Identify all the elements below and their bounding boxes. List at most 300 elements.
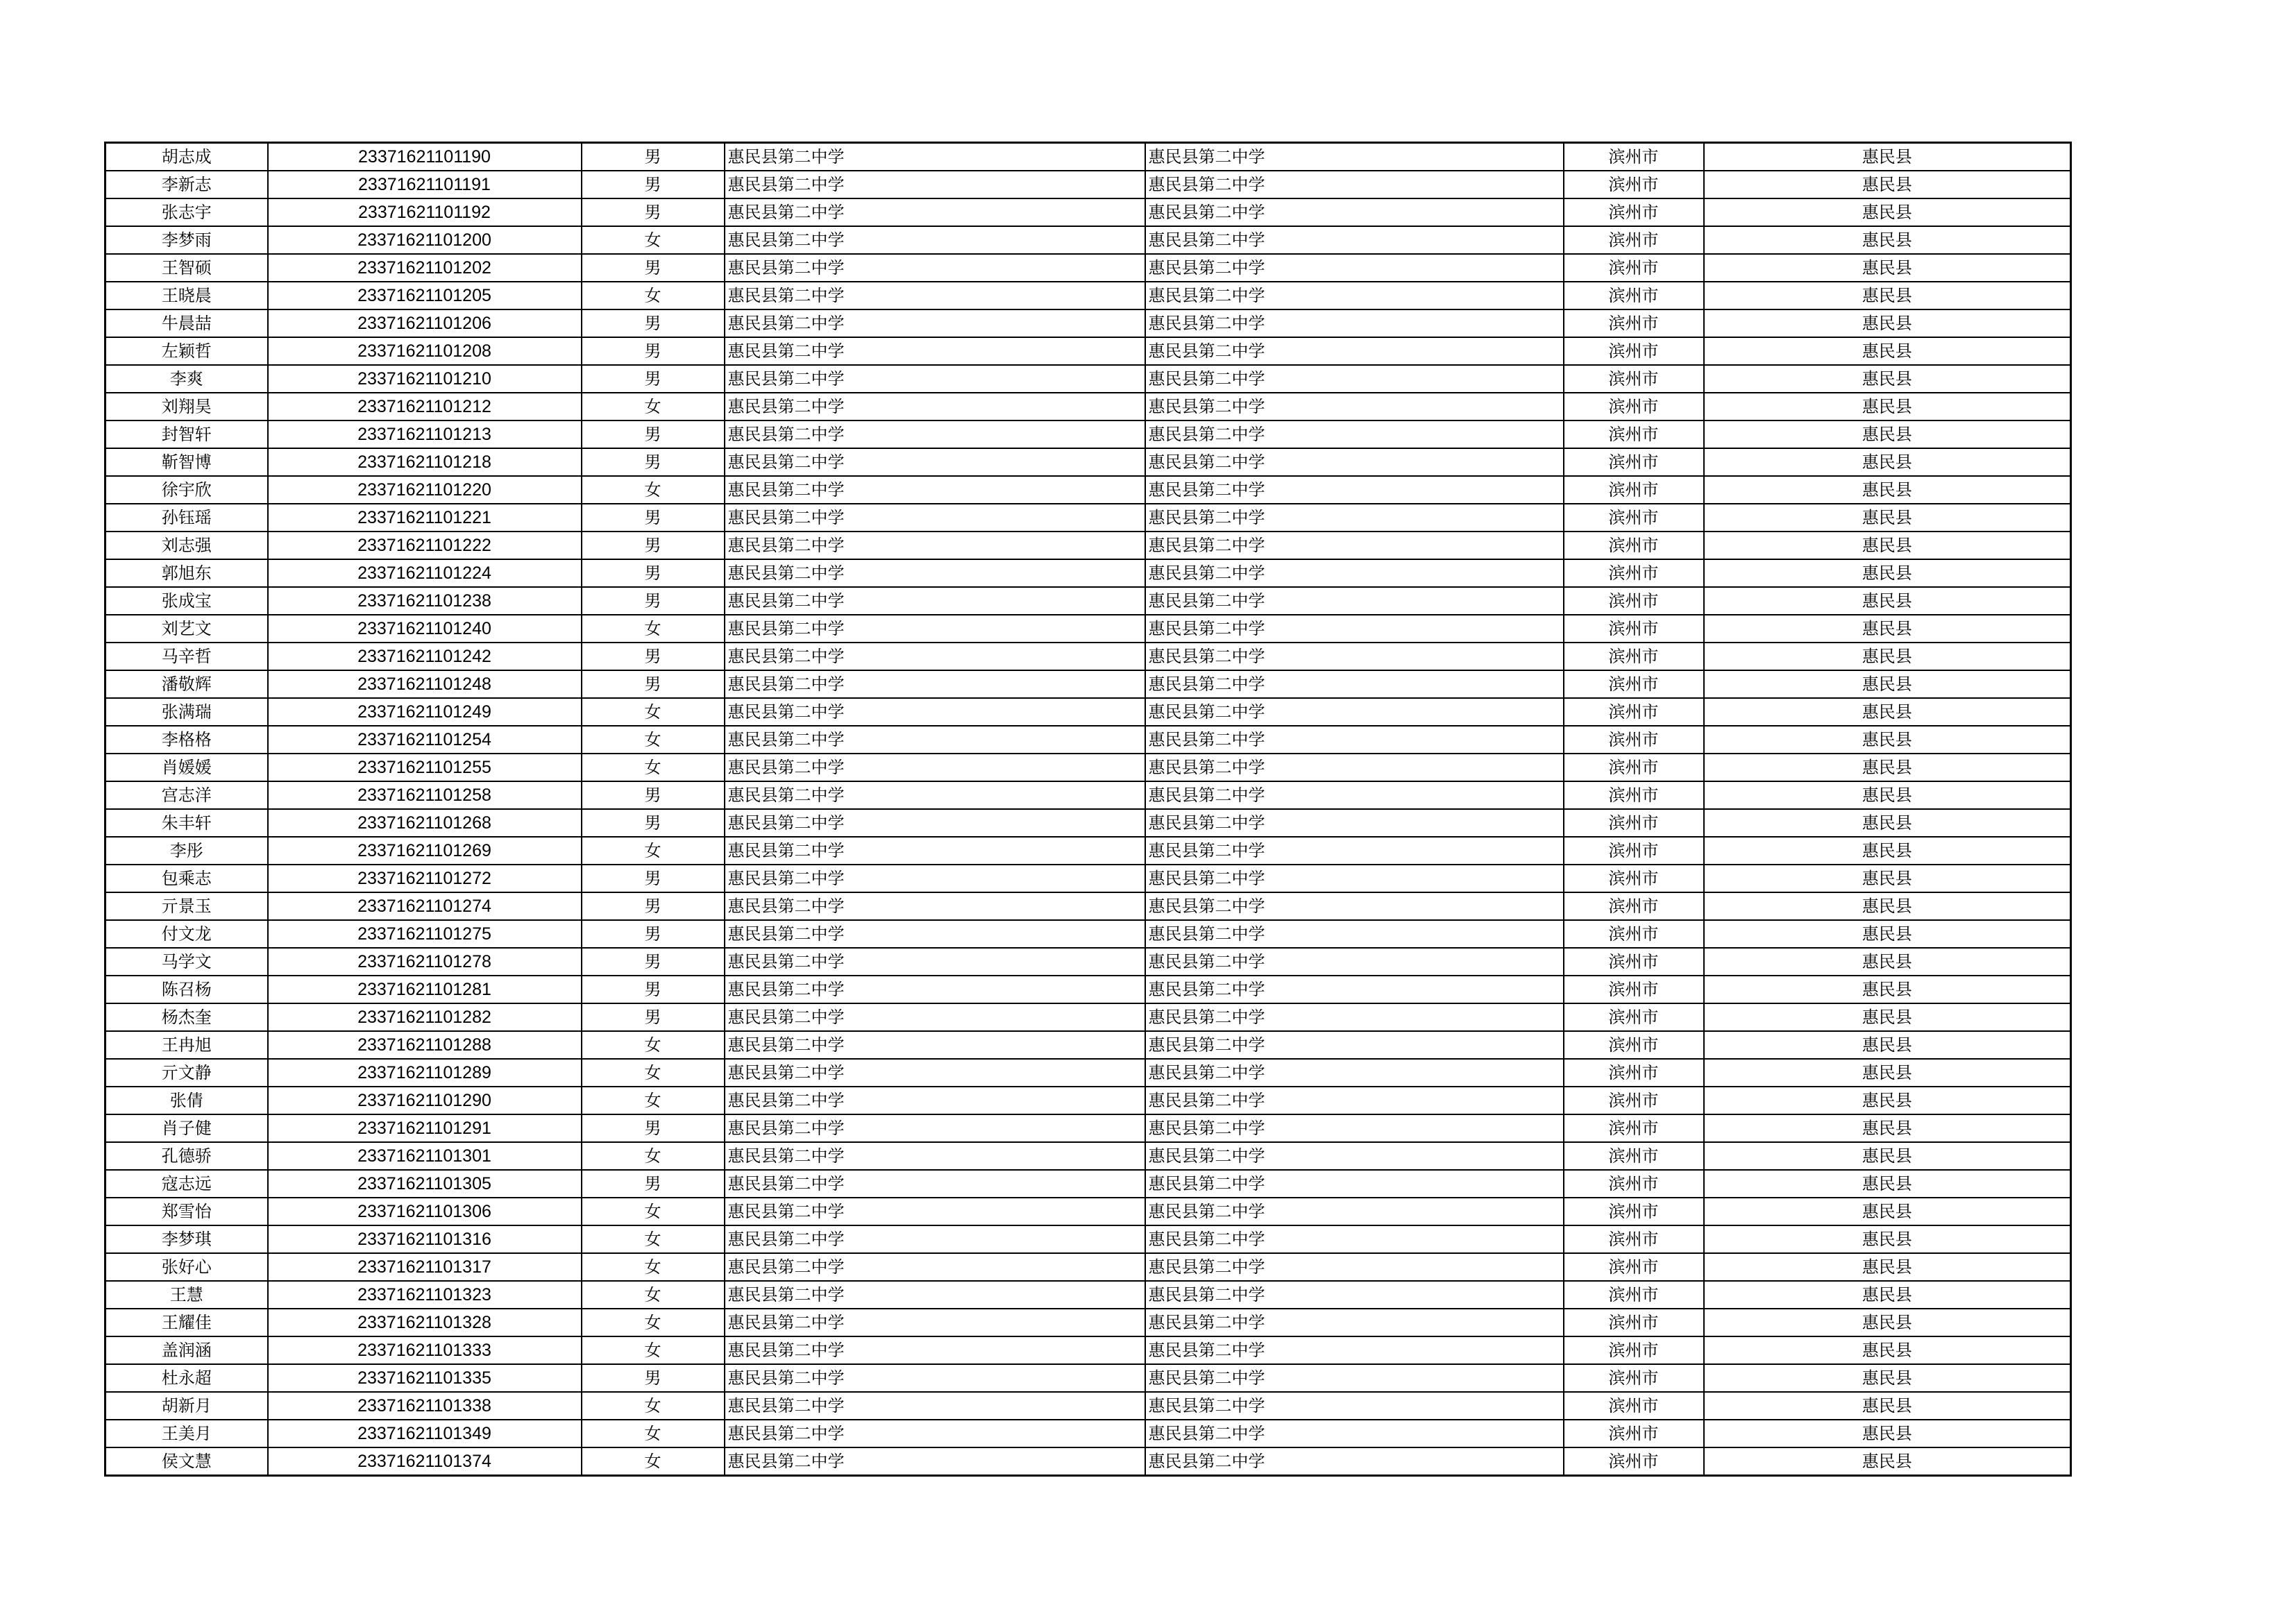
student-name-cell: 潘敬辉 xyxy=(105,670,268,698)
gender-cell: 女 xyxy=(582,1447,725,1476)
city-cell: 滨州市 xyxy=(1564,1281,1704,1309)
exam-id-cell: 23371621101305 xyxy=(268,1170,582,1198)
student-name-cell: 李爽 xyxy=(105,365,268,393)
table-row xyxy=(105,698,2071,726)
city-cell: 滨州市 xyxy=(1564,1392,1704,1420)
gender-cell: 男 xyxy=(582,865,725,892)
table-row xyxy=(105,976,2071,1003)
table-row xyxy=(105,254,2071,282)
school-cell: 惠民县第二中学 xyxy=(725,504,1145,532)
student-name-cell: 亓景玉 xyxy=(105,892,268,920)
exam-id-cell: 23371621101249 xyxy=(268,698,582,726)
city-cell: 滨州市 xyxy=(1564,365,1704,393)
exam-id-cell: 23371621101275 xyxy=(268,920,582,948)
table-row xyxy=(105,643,2071,670)
school-cell: 惠民县第二中学 xyxy=(725,532,1145,559)
city-cell: 滨州市 xyxy=(1564,1253,1704,1281)
table-row xyxy=(105,1142,2071,1170)
county-cell: 惠民县 xyxy=(1704,1225,2071,1253)
table-row xyxy=(105,420,2071,448)
county-cell: 惠民县 xyxy=(1704,1170,2071,1198)
county-cell: 惠民县 xyxy=(1704,976,2071,1003)
school-secondary-cell: 惠民县第二中学 xyxy=(1145,1364,1564,1392)
gender-cell: 男 xyxy=(582,1114,725,1142)
table-row xyxy=(105,559,2071,587)
school-cell: 惠民县第二中学 xyxy=(725,781,1145,809)
student-name-cell: 牛晨喆 xyxy=(105,309,268,337)
gender-cell: 女 xyxy=(582,226,725,254)
table-row xyxy=(105,337,2071,365)
school-secondary-cell: 惠民县第二中学 xyxy=(1145,1031,1564,1059)
school-secondary-cell: 惠民县第二中学 xyxy=(1145,865,1564,892)
school-secondary-cell: 惠民县第二中学 xyxy=(1145,1309,1564,1336)
table-row xyxy=(105,1087,2071,1114)
school-cell: 惠民县第二中学 xyxy=(725,1364,1145,1392)
student-name-cell: 李梦琪 xyxy=(105,1225,268,1253)
school-cell: 惠民县第二中学 xyxy=(725,143,1145,171)
gender-cell: 男 xyxy=(582,1170,725,1198)
county-cell: 惠民县 xyxy=(1704,781,2071,809)
county-cell: 惠民县 xyxy=(1704,1031,2071,1059)
city-cell: 滨州市 xyxy=(1564,698,1704,726)
table-row xyxy=(105,504,2071,532)
exam-id-cell: 23371621101316 xyxy=(268,1225,582,1253)
gender-cell: 女 xyxy=(582,1142,725,1170)
school-secondary-cell: 惠民县第二中学 xyxy=(1145,420,1564,448)
gender-cell: 女 xyxy=(582,837,725,865)
roster-body xyxy=(105,143,2071,1476)
school-secondary-cell: 惠民县第二中学 xyxy=(1145,254,1564,282)
gender-cell: 男 xyxy=(582,643,725,670)
school-secondary-cell: 惠民县第二中学 xyxy=(1145,282,1564,309)
gender-cell: 女 xyxy=(582,698,725,726)
student-name-cell: 杜永超 xyxy=(105,1364,268,1392)
gender-cell: 女 xyxy=(582,1392,725,1420)
county-cell: 惠民县 xyxy=(1704,698,2071,726)
school-cell: 惠民县第二中学 xyxy=(725,1447,1145,1476)
school-secondary-cell: 惠民县第二中学 xyxy=(1145,1170,1564,1198)
gender-cell: 男 xyxy=(582,143,725,171)
gender-cell: 女 xyxy=(582,726,725,754)
student-name-cell: 郭旭东 xyxy=(105,559,268,587)
table-row xyxy=(105,282,2071,309)
exam-id-cell: 23371621101338 xyxy=(268,1392,582,1420)
school-secondary-cell: 惠民县第二中学 xyxy=(1145,1059,1564,1087)
county-cell: 惠民县 xyxy=(1704,1003,2071,1031)
county-cell: 惠民县 xyxy=(1704,1392,2071,1420)
school-cell: 惠民县第二中学 xyxy=(725,365,1145,393)
city-cell: 滨州市 xyxy=(1564,809,1704,837)
school-cell: 惠民县第二中学 xyxy=(725,448,1145,476)
exam-id-cell: 23371621101218 xyxy=(268,448,582,476)
gender-cell: 女 xyxy=(582,754,725,781)
school-secondary-cell: 惠民县第二中学 xyxy=(1145,226,1564,254)
school-secondary-cell: 惠民县第二中学 xyxy=(1145,670,1564,698)
table-row xyxy=(105,1364,2071,1392)
county-cell: 惠民县 xyxy=(1704,726,2071,754)
school-secondary-cell: 惠民县第二中学 xyxy=(1145,1198,1564,1225)
school-cell: 惠民县第二中学 xyxy=(725,226,1145,254)
exam-id-cell: 23371621101213 xyxy=(268,420,582,448)
exam-id-cell: 23371621101301 xyxy=(268,1142,582,1170)
school-secondary-cell: 惠民县第二中学 xyxy=(1145,698,1564,726)
school-secondary-cell: 惠民县第二中学 xyxy=(1145,1392,1564,1420)
city-cell: 滨州市 xyxy=(1564,143,1704,171)
city-cell: 滨州市 xyxy=(1564,198,1704,226)
county-cell: 惠民县 xyxy=(1704,1281,2071,1309)
table-row xyxy=(105,670,2071,698)
county-cell: 惠民县 xyxy=(1704,1059,2071,1087)
exam-id-cell: 23371621101282 xyxy=(268,1003,582,1031)
student-name-cell: 付文龙 xyxy=(105,920,268,948)
exam-id-cell: 23371621101222 xyxy=(268,532,582,559)
school-secondary-cell: 惠民县第二中学 xyxy=(1145,1003,1564,1031)
table-row xyxy=(105,948,2071,976)
county-cell: 惠民县 xyxy=(1704,865,2071,892)
student-name-cell: 张满瑞 xyxy=(105,698,268,726)
school-cell: 惠民县第二中学 xyxy=(725,1170,1145,1198)
city-cell: 滨州市 xyxy=(1564,393,1704,420)
school-cell: 惠民县第二中学 xyxy=(725,282,1145,309)
city-cell: 滨州市 xyxy=(1564,559,1704,587)
school-cell: 惠民县第二中学 xyxy=(725,1031,1145,1059)
student-name-cell: 胡志成 xyxy=(105,143,268,171)
school-secondary-cell: 惠民县第二中学 xyxy=(1145,365,1564,393)
student-name-cell: 马辛哲 xyxy=(105,643,268,670)
school-cell: 惠民县第二中学 xyxy=(725,1114,1145,1142)
exam-id-cell: 23371621101208 xyxy=(268,337,582,365)
school-secondary-cell: 惠民县第二中学 xyxy=(1145,448,1564,476)
gender-cell: 女 xyxy=(582,1309,725,1336)
student-roster-table xyxy=(104,142,2072,1477)
school-secondary-cell: 惠民县第二中学 xyxy=(1145,504,1564,532)
county-cell: 惠民县 xyxy=(1704,309,2071,337)
county-cell: 惠民县 xyxy=(1704,171,2071,198)
county-cell: 惠民县 xyxy=(1704,393,2071,420)
table-row xyxy=(105,1392,2071,1420)
school-cell: 惠民县第二中学 xyxy=(725,865,1145,892)
exam-id-cell: 23371621101192 xyxy=(268,198,582,226)
table-row xyxy=(105,837,2071,865)
gender-cell: 男 xyxy=(582,198,725,226)
county-cell: 惠民县 xyxy=(1704,615,2071,643)
county-cell: 惠民县 xyxy=(1704,532,2071,559)
city-cell: 滨州市 xyxy=(1564,1087,1704,1114)
school-secondary-cell: 惠民县第二中学 xyxy=(1145,337,1564,365)
exam-id-cell: 23371621101210 xyxy=(268,365,582,393)
exam-id-cell: 23371621101190 xyxy=(268,143,582,171)
table-row xyxy=(105,1059,2071,1087)
table-row xyxy=(105,615,2071,643)
city-cell: 滨州市 xyxy=(1564,1003,1704,1031)
exam-id-cell: 23371621101258 xyxy=(268,781,582,809)
county-cell: 惠民县 xyxy=(1704,476,2071,504)
city-cell: 滨州市 xyxy=(1564,920,1704,948)
city-cell: 滨州市 xyxy=(1564,1031,1704,1059)
school-secondary-cell: 惠民县第二中学 xyxy=(1145,781,1564,809)
student-name-cell: 李格格 xyxy=(105,726,268,754)
gender-cell: 男 xyxy=(582,504,725,532)
student-name-cell: 肖媛媛 xyxy=(105,754,268,781)
table-row xyxy=(105,1198,2071,1225)
city-cell: 滨州市 xyxy=(1564,476,1704,504)
county-cell: 惠民县 xyxy=(1704,1253,2071,1281)
exam-id-cell: 23371621101200 xyxy=(268,226,582,254)
exam-id-cell: 23371621101221 xyxy=(268,504,582,532)
school-cell: 惠民县第二中学 xyxy=(725,643,1145,670)
school-secondary-cell: 惠民县第二中学 xyxy=(1145,1114,1564,1142)
school-cell: 惠民县第二中学 xyxy=(725,698,1145,726)
student-name-cell: 刘志强 xyxy=(105,532,268,559)
gender-cell: 男 xyxy=(582,309,725,337)
city-cell: 滨州市 xyxy=(1564,670,1704,698)
school-secondary-cell: 惠民县第二中学 xyxy=(1145,1087,1564,1114)
table-row xyxy=(105,1309,2071,1336)
gender-cell: 男 xyxy=(582,254,725,282)
county-cell: 惠民县 xyxy=(1704,1447,2071,1476)
city-cell: 滨州市 xyxy=(1564,420,1704,448)
city-cell: 滨州市 xyxy=(1564,643,1704,670)
exam-id-cell: 23371621101238 xyxy=(268,587,582,615)
student-name-cell: 胡新月 xyxy=(105,1392,268,1420)
city-cell: 滨州市 xyxy=(1564,1336,1704,1364)
table-row xyxy=(105,809,2071,837)
school-secondary-cell: 惠民县第二中学 xyxy=(1145,171,1564,198)
school-secondary-cell: 惠民县第二中学 xyxy=(1145,1225,1564,1253)
county-cell: 惠民县 xyxy=(1704,1336,2071,1364)
school-cell: 惠民县第二中学 xyxy=(725,559,1145,587)
school-secondary-cell: 惠民县第二中学 xyxy=(1145,892,1564,920)
table-row xyxy=(105,754,2071,781)
county-cell: 惠民县 xyxy=(1704,809,2071,837)
table-row xyxy=(105,1447,2071,1476)
exam-id-cell: 23371621101317 xyxy=(268,1253,582,1281)
table-row xyxy=(105,1003,2071,1031)
exam-id-cell: 23371621101220 xyxy=(268,476,582,504)
gender-cell: 男 xyxy=(582,781,725,809)
gender-cell: 男 xyxy=(582,587,725,615)
school-cell: 惠民县第二中学 xyxy=(725,420,1145,448)
student-name-cell: 王智硕 xyxy=(105,254,268,282)
gender-cell: 女 xyxy=(582,282,725,309)
county-cell: 惠民县 xyxy=(1704,337,2071,365)
school-secondary-cell: 惠民县第二中学 xyxy=(1145,726,1564,754)
table-row xyxy=(105,1253,2071,1281)
table-row xyxy=(105,448,2071,476)
gender-cell: 女 xyxy=(582,1059,725,1087)
student-name-cell: 王耀佳 xyxy=(105,1309,268,1336)
exam-id-cell: 23371621101248 xyxy=(268,670,582,698)
table-row xyxy=(105,892,2071,920)
gender-cell: 男 xyxy=(582,920,725,948)
student-name-cell: 朱丰轩 xyxy=(105,809,268,837)
school-cell: 惠民县第二中学 xyxy=(725,1253,1145,1281)
school-cell: 惠民县第二中学 xyxy=(725,1198,1145,1225)
city-cell: 滨州市 xyxy=(1564,337,1704,365)
table-row xyxy=(105,587,2071,615)
school-cell: 惠民县第二中学 xyxy=(725,1392,1145,1420)
county-cell: 惠民县 xyxy=(1704,837,2071,865)
table-row xyxy=(105,1114,2071,1142)
gender-cell: 女 xyxy=(582,393,725,420)
school-secondary-cell: 惠民县第二中学 xyxy=(1145,1253,1564,1281)
county-cell: 惠民县 xyxy=(1704,198,2071,226)
school-cell: 惠民县第二中学 xyxy=(725,726,1145,754)
school-cell: 惠民县第二中学 xyxy=(725,948,1145,976)
student-name-cell: 靳智博 xyxy=(105,448,268,476)
table-row xyxy=(105,920,2071,948)
student-name-cell: 包乘志 xyxy=(105,865,268,892)
city-cell: 滨州市 xyxy=(1564,615,1704,643)
city-cell: 滨州市 xyxy=(1564,1142,1704,1170)
student-name-cell: 李梦雨 xyxy=(105,226,268,254)
county-cell: 惠民县 xyxy=(1704,254,2071,282)
gender-cell: 男 xyxy=(582,559,725,587)
gender-cell: 女 xyxy=(582,1087,725,1114)
gender-cell: 男 xyxy=(582,532,725,559)
student-name-cell: 王冉旭 xyxy=(105,1031,268,1059)
gender-cell: 女 xyxy=(582,1198,725,1225)
table-row xyxy=(105,226,2071,254)
table-row xyxy=(105,171,2071,198)
school-cell: 惠民县第二中学 xyxy=(725,1225,1145,1253)
school-cell: 惠民县第二中学 xyxy=(725,976,1145,1003)
exam-id-cell: 23371621101278 xyxy=(268,948,582,976)
county-cell: 惠民县 xyxy=(1704,1420,2071,1447)
exam-id-cell: 23371621101335 xyxy=(268,1364,582,1392)
gender-cell: 女 xyxy=(582,1420,725,1447)
gender-cell: 女 xyxy=(582,1281,725,1309)
school-secondary-cell: 惠民县第二中学 xyxy=(1145,198,1564,226)
city-cell: 滨州市 xyxy=(1564,587,1704,615)
school-cell: 惠民县第二中学 xyxy=(725,920,1145,948)
exam-id-cell: 23371621101269 xyxy=(268,837,582,865)
school-secondary-cell: 惠民县第二中学 xyxy=(1145,587,1564,615)
school-secondary-cell: 惠民县第二中学 xyxy=(1145,476,1564,504)
exam-id-cell: 23371621101289 xyxy=(268,1059,582,1087)
school-cell: 惠民县第二中学 xyxy=(725,1142,1145,1170)
exam-id-cell: 23371621101242 xyxy=(268,643,582,670)
county-cell: 惠民县 xyxy=(1704,143,2071,171)
gender-cell: 男 xyxy=(582,892,725,920)
exam-id-cell: 23371621101323 xyxy=(268,1281,582,1309)
table-row xyxy=(105,781,2071,809)
city-cell: 滨州市 xyxy=(1564,1114,1704,1142)
gender-cell: 女 xyxy=(582,476,725,504)
student-name-cell: 盖润涵 xyxy=(105,1336,268,1364)
county-cell: 惠民县 xyxy=(1704,282,2071,309)
student-name-cell: 张志宇 xyxy=(105,198,268,226)
table-row xyxy=(105,1420,2071,1447)
city-cell: 滨州市 xyxy=(1564,837,1704,865)
county-cell: 惠民县 xyxy=(1704,365,2071,393)
city-cell: 滨州市 xyxy=(1564,976,1704,1003)
exam-id-cell: 23371621101224 xyxy=(268,559,582,587)
school-secondary-cell: 惠民县第二中学 xyxy=(1145,754,1564,781)
school-secondary-cell: 惠民县第二中学 xyxy=(1145,309,1564,337)
city-cell: 滨州市 xyxy=(1564,309,1704,337)
school-cell: 惠民县第二中学 xyxy=(725,837,1145,865)
gender-cell: 女 xyxy=(582,1336,725,1364)
county-cell: 惠民县 xyxy=(1704,1142,2071,1170)
school-secondary-cell: 惠民县第二中学 xyxy=(1145,1447,1564,1476)
student-name-cell: 侯文慧 xyxy=(105,1447,268,1476)
exam-id-cell: 23371621101206 xyxy=(268,309,582,337)
gender-cell: 女 xyxy=(582,1253,725,1281)
city-cell: 滨州市 xyxy=(1564,1447,1704,1476)
table-row xyxy=(105,1170,2071,1198)
school-cell: 惠民县第二中学 xyxy=(725,587,1145,615)
county-cell: 惠民县 xyxy=(1704,670,2071,698)
school-cell: 惠民县第二中学 xyxy=(725,198,1145,226)
gender-cell: 女 xyxy=(582,615,725,643)
exam-id-cell: 23371621101281 xyxy=(268,976,582,1003)
county-cell: 惠民县 xyxy=(1704,587,2071,615)
student-name-cell: 宫志洋 xyxy=(105,781,268,809)
exam-id-cell: 23371621101254 xyxy=(268,726,582,754)
city-cell: 滨州市 xyxy=(1564,1198,1704,1225)
city-cell: 滨州市 xyxy=(1564,948,1704,976)
county-cell: 惠民县 xyxy=(1704,754,2071,781)
city-cell: 滨州市 xyxy=(1564,1225,1704,1253)
county-cell: 惠民县 xyxy=(1704,559,2071,587)
school-cell: 惠民县第二中学 xyxy=(725,754,1145,781)
exam-id-cell: 23371621101374 xyxy=(268,1447,582,1476)
school-secondary-cell: 惠民县第二中学 xyxy=(1145,393,1564,420)
exam-id-cell: 23371621101291 xyxy=(268,1114,582,1142)
city-cell: 滨州市 xyxy=(1564,726,1704,754)
school-cell: 惠民县第二中学 xyxy=(725,1281,1145,1309)
table-row xyxy=(105,365,2071,393)
city-cell: 滨州市 xyxy=(1564,754,1704,781)
city-cell: 滨州市 xyxy=(1564,781,1704,809)
city-cell: 滨州市 xyxy=(1564,1309,1704,1336)
school-secondary-cell: 惠民县第二中学 xyxy=(1145,143,1564,171)
gender-cell: 女 xyxy=(582,1225,725,1253)
student-name-cell: 刘艺文 xyxy=(105,615,268,643)
city-cell: 滨州市 xyxy=(1564,865,1704,892)
gender-cell: 男 xyxy=(582,809,725,837)
exam-id-cell: 23371621101328 xyxy=(268,1309,582,1336)
county-cell: 惠民县 xyxy=(1704,948,2071,976)
student-name-cell: 肖子健 xyxy=(105,1114,268,1142)
student-name-cell: 王晓晨 xyxy=(105,282,268,309)
gender-cell: 男 xyxy=(582,448,725,476)
table-row xyxy=(105,865,2071,892)
exam-id-cell: 23371621101333 xyxy=(268,1336,582,1364)
gender-cell: 男 xyxy=(582,365,725,393)
school-cell: 惠民县第二中学 xyxy=(725,1003,1145,1031)
exam-id-cell: 23371621101288 xyxy=(268,1031,582,1059)
exam-id-cell: 23371621101349 xyxy=(268,1420,582,1447)
table-row xyxy=(105,476,2071,504)
school-cell: 惠民县第二中学 xyxy=(725,670,1145,698)
exam-id-cell: 23371621101240 xyxy=(268,615,582,643)
school-secondary-cell: 惠民县第二中学 xyxy=(1145,1142,1564,1170)
city-cell: 滨州市 xyxy=(1564,892,1704,920)
student-name-cell: 李新志 xyxy=(105,171,268,198)
student-name-cell: 孙钰瑶 xyxy=(105,504,268,532)
exam-id-cell: 23371621101212 xyxy=(268,393,582,420)
county-cell: 惠民县 xyxy=(1704,1198,2071,1225)
student-name-cell: 马学文 xyxy=(105,948,268,976)
exam-id-cell: 23371621101290 xyxy=(268,1087,582,1114)
gender-cell: 男 xyxy=(582,171,725,198)
student-name-cell: 亓文静 xyxy=(105,1059,268,1087)
gender-cell: 男 xyxy=(582,1003,725,1031)
table-row xyxy=(105,143,2071,171)
student-name-cell: 徐宇欣 xyxy=(105,476,268,504)
